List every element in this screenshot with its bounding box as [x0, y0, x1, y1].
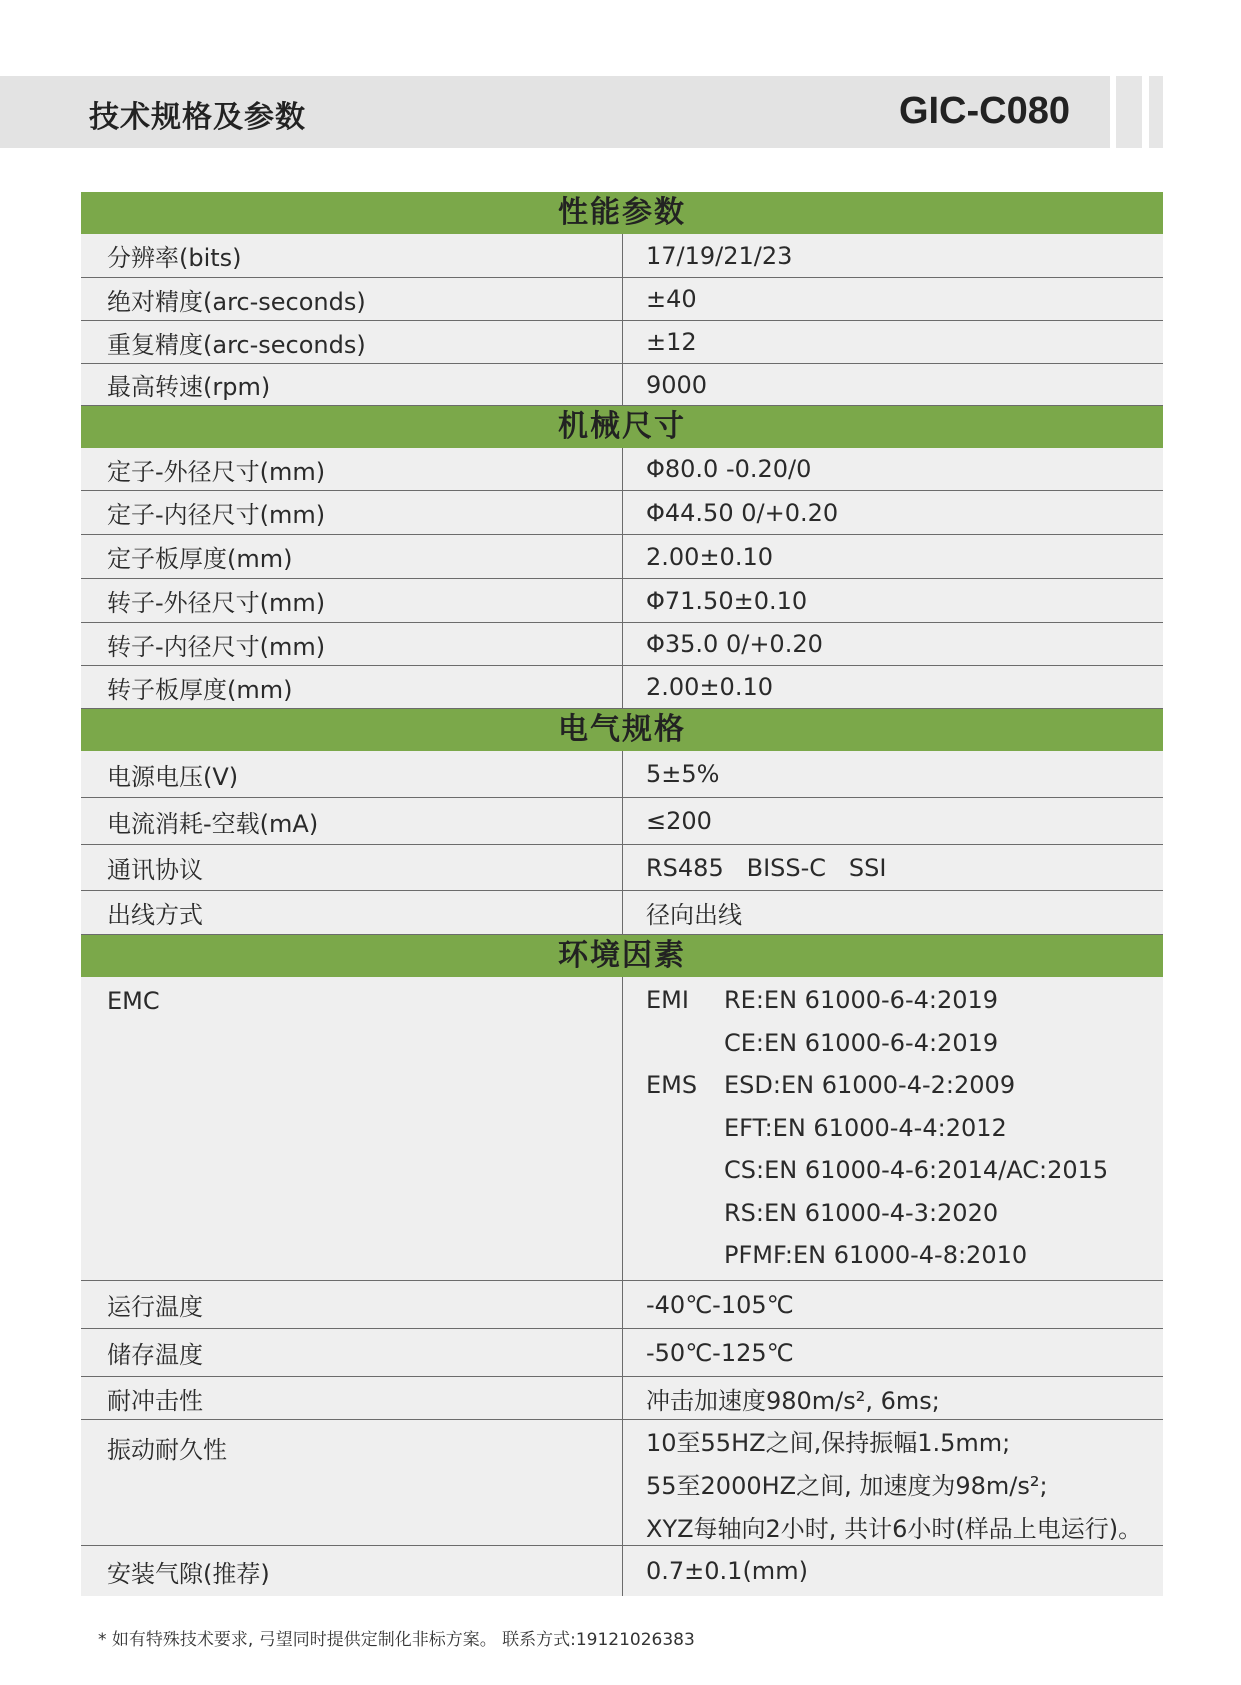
emc-grid [646, 979, 1108, 1277]
row-label: 转子板厚度(mm) [81, 666, 623, 708]
row-label: 储存温度 [81, 1329, 623, 1376]
spec-table [81, 192, 1163, 1596]
table-row [81, 448, 1163, 491]
row-value: 2.00±0.10 [646, 673, 773, 701]
row-label: 出线方式 [81, 891, 623, 934]
table-row [81, 798, 1163, 845]
table-row [81, 623, 1163, 666]
row-label: 定子-外径尺寸(mm) [81, 448, 623, 490]
emc-standard: CS:EN 61000-4-6:2014/AC:2015 [724, 1156, 1109, 1184]
footnote: * 如有特殊技术要求, 弓望同时提供定制化非标方案。 联系方式:19121026383 [98, 1630, 695, 1650]
page-title: 技术规格及参数 [89, 100, 306, 135]
row-label: EMC [81, 977, 623, 1280]
row-label: 定子-内径尺寸(mm) [81, 491, 623, 534]
table-row [81, 666, 1163, 709]
row-label: 运行温度 [81, 1281, 623, 1328]
table-row [81, 535, 1163, 579]
table-row [81, 1546, 1163, 1596]
row-label: 通讯协议 [81, 845, 623, 890]
row-label: 安装气隙(推荐) [81, 1546, 623, 1596]
row-value: Φ44.50 0/+0.20 [646, 498, 839, 527]
row-label: 电源电压(V) [81, 751, 623, 797]
row-label: 电流消耗-空载(mA) [81, 798, 623, 844]
header-decor-stripe [1116, 76, 1142, 148]
row-value: Φ71.50±0.10 [646, 586, 808, 615]
emc-standard: EFT:EN 61000-4-4:2012 [724, 1113, 1007, 1142]
vibration-line: XYZ每轴向2小时, 共计6小时(样品上电运行)。 [646, 1515, 1143, 1543]
table-row [81, 491, 1163, 535]
emc-standard: ESD:EN 61000-4-2:2009 [724, 1071, 1016, 1099]
table-row [81, 1329, 1163, 1377]
row-value [623, 1420, 1163, 1545]
row-value: ≤200 [646, 807, 712, 835]
table-row [81, 1377, 1163, 1420]
row-label: 重复精度(arc-seconds) [81, 321, 623, 363]
row-value: ±40 [646, 285, 697, 313]
row-value: 径向出线 [646, 901, 742, 929]
section-header-performance: 性能参数 [81, 192, 1163, 234]
emc-standard: CE:EN 61000-6-4:2019 [724, 1028, 999, 1057]
row-value: -50℃-125℃ [646, 1338, 794, 1367]
row-label: 定子板厚度(mm) [81, 535, 623, 578]
row-value: -40℃-105℃ [646, 1290, 794, 1319]
row-label: 绝对精度(arc-seconds) [81, 278, 623, 320]
row-value: ±12 [646, 328, 697, 356]
section-header-environment: 环境因素 [81, 935, 1163, 977]
row-label: 转子-内径尺寸(mm) [81, 623, 623, 665]
table-row [81, 751, 1163, 798]
table-row [81, 1281, 1163, 1329]
row-label: 分辨率(bits) [81, 234, 623, 277]
table-row [81, 845, 1163, 891]
row-value: RS485 BISS-C SSI [646, 853, 887, 882]
row-value: 2.00±0.10 [646, 542, 773, 571]
row-value: Φ80.0 -0.20/0 [646, 455, 812, 483]
table-row-vibration [81, 1420, 1163, 1546]
table-row [81, 579, 1163, 623]
row-value: 0.7±0.1(mm) [646, 1557, 808, 1585]
row-label: 耐冲击性 [81, 1377, 623, 1419]
table-row [81, 234, 1163, 278]
row-value: 冲击加速度980m/s², 6ms; [646, 1386, 940, 1415]
table-row-emc [81, 977, 1163, 1281]
row-label: 振动耐久性 [81, 1420, 623, 1545]
row-value: 5±5% [646, 760, 720, 788]
table-row [81, 891, 1163, 935]
row-value: 17/19/21/23 [646, 241, 793, 270]
vibration-line: 10至55HZ之间,保持振幅1.5mm; [646, 1429, 1011, 1457]
vibration-line: 55至2000HZ之间, 加速度为98m/s²; [646, 1472, 1048, 1500]
section-header-mechanical: 机械尺寸 [81, 406, 1163, 448]
emc-standards [623, 977, 1163, 1280]
table-row [81, 321, 1163, 364]
table-row [81, 278, 1163, 321]
row-label: 最高转速(rpm) [81, 364, 623, 405]
row-value: Φ35.0 0/+0.20 [646, 630, 823, 658]
header-decor-stripe [1149, 76, 1163, 148]
table-row [81, 364, 1163, 406]
emi-label: EMI [646, 986, 689, 1014]
section-header-electrical: 电气规格 [81, 709, 1163, 751]
ems-label: EMS [646, 1071, 698, 1099]
emc-standard: RS:EN 61000-4-3:2020 [724, 1198, 999, 1227]
emc-standard: PFMF:EN 61000-4-8:2010 [724, 1241, 1028, 1269]
row-value: 9000 [646, 370, 708, 399]
emc-standard: RE:EN 61000-6-4:2019 [724, 986, 999, 1014]
model-number: GIC-C080 [898, 90, 1070, 132]
row-label: 转子-外径尺寸(mm) [81, 579, 623, 622]
